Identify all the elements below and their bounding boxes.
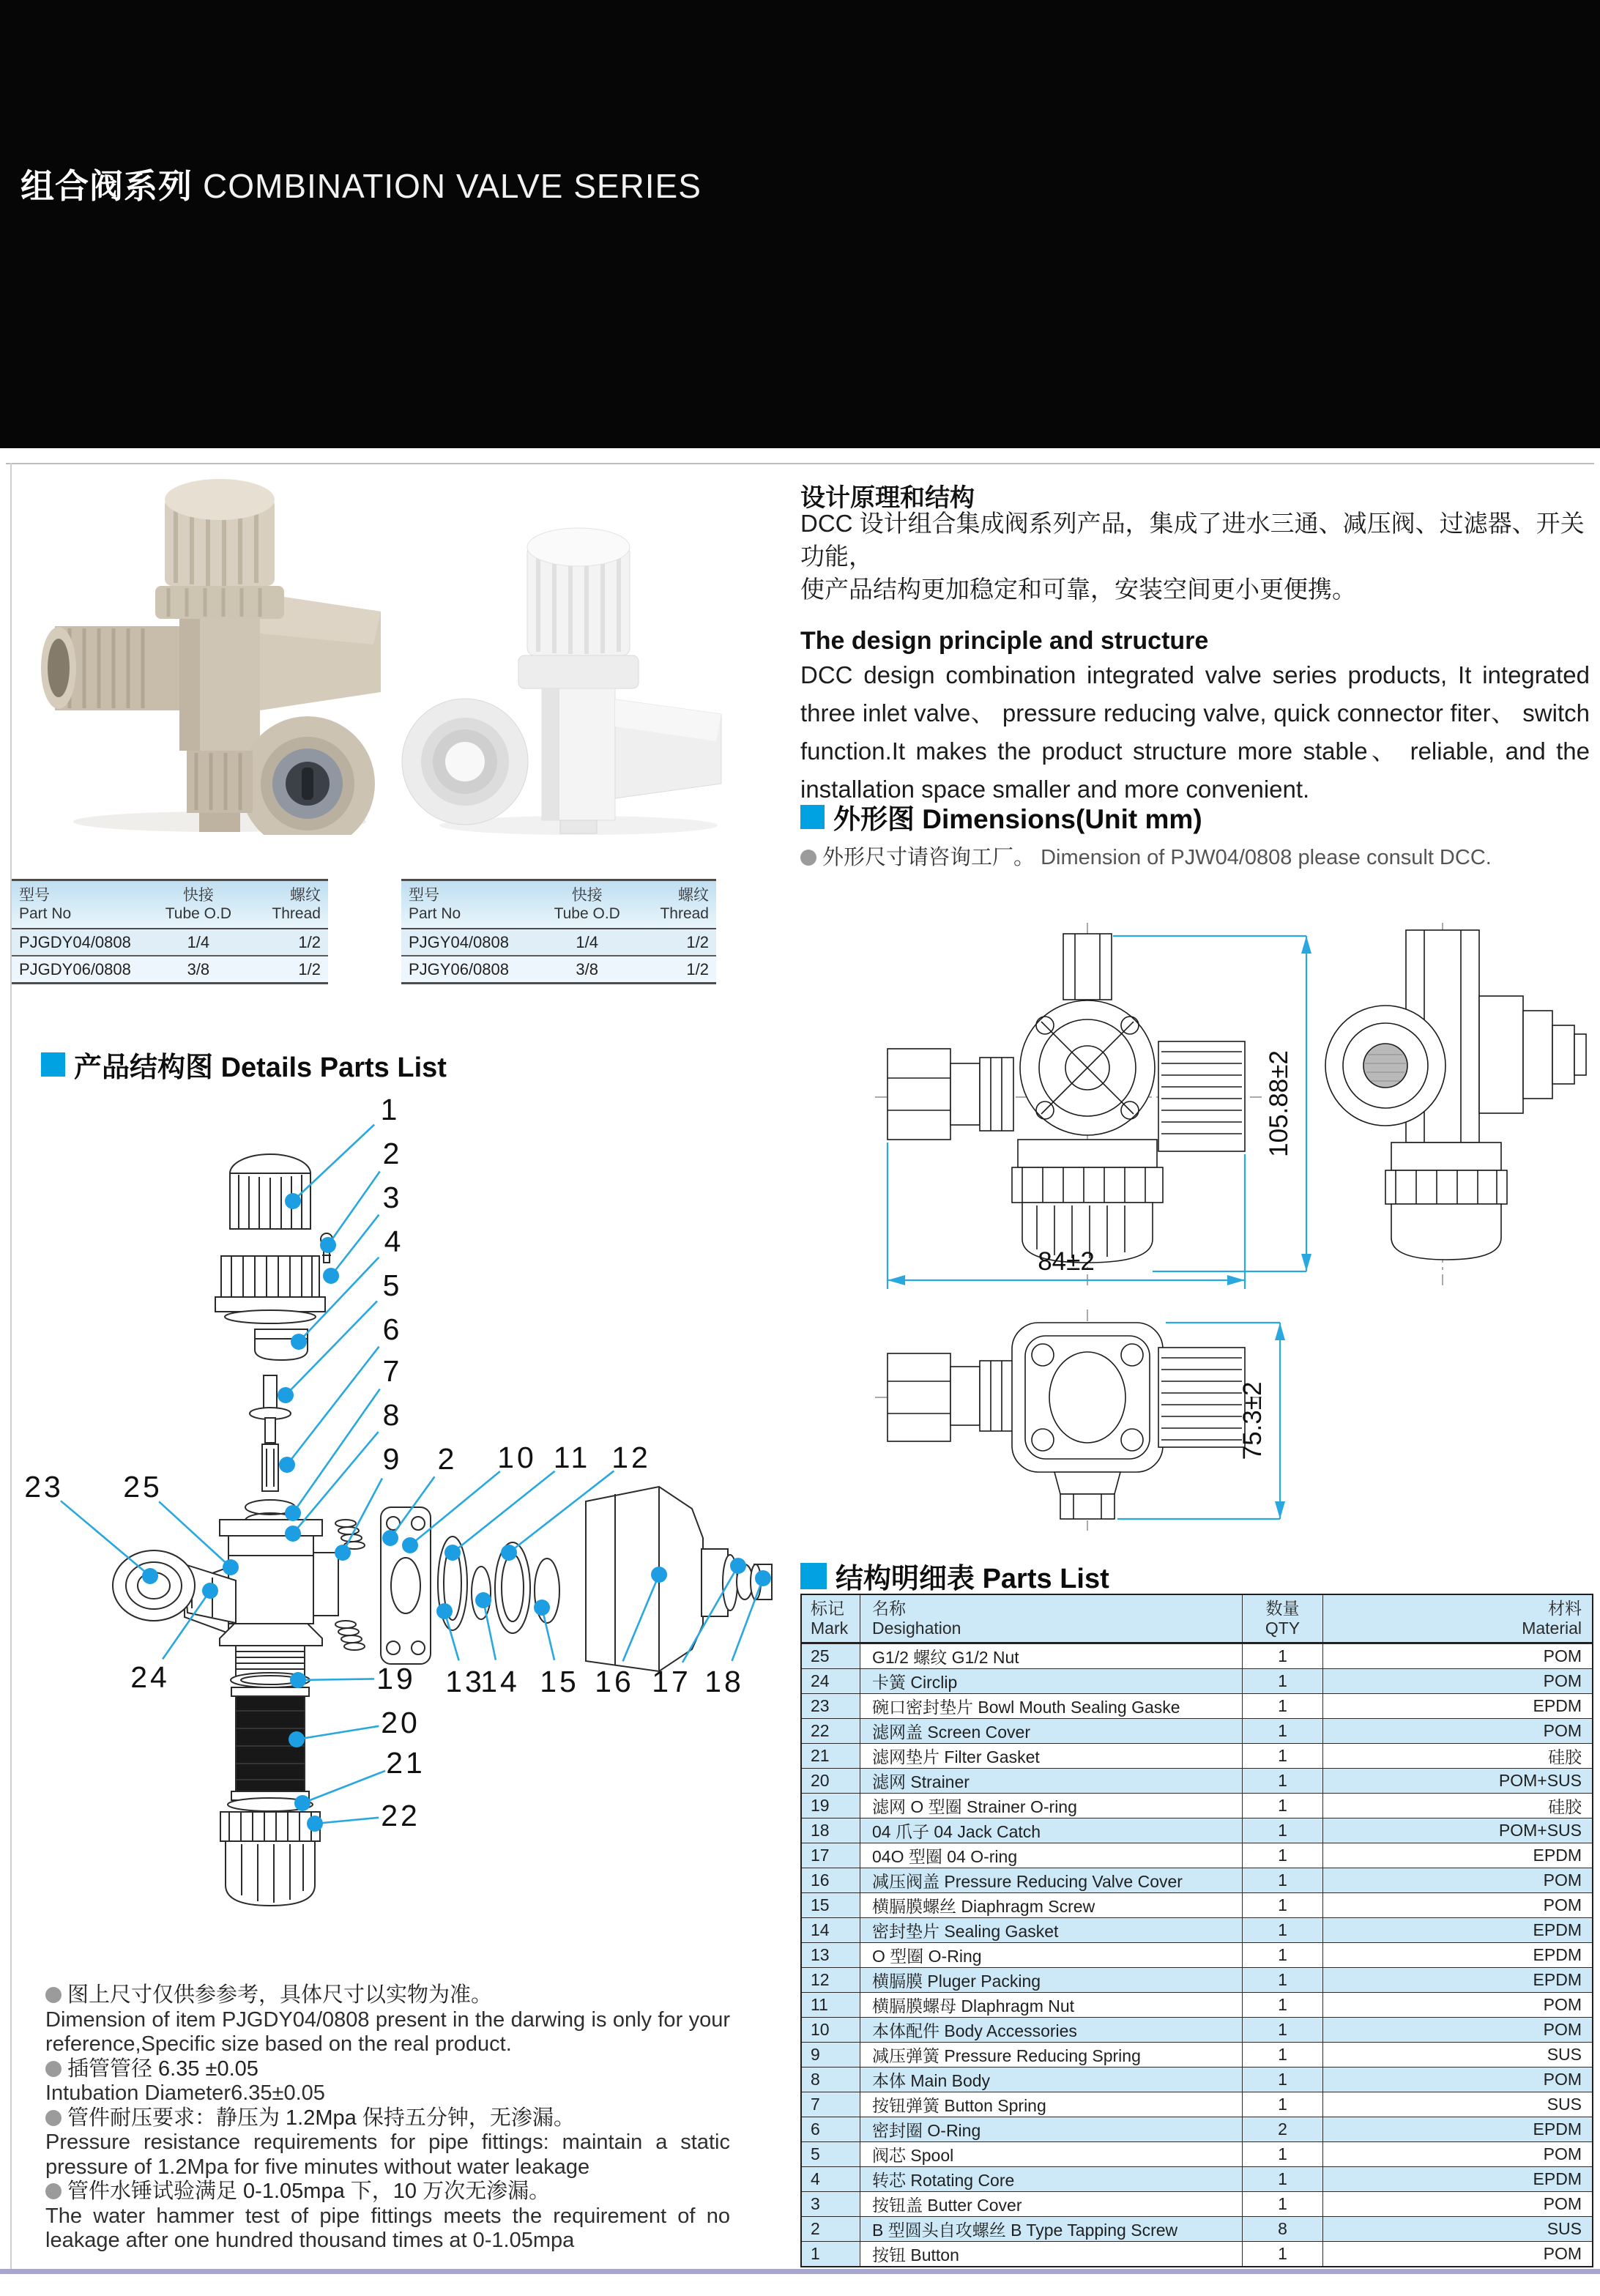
dimensions-heading-text: 外形图 Dimensions(Unit mm) — [833, 804, 1202, 834]
bullet-icon — [45, 2061, 62, 2077]
parts-cell-mat: POM — [1543, 1646, 1582, 1665]
parts-cell-mark: 7 — [802, 2092, 860, 2117]
parts-cell-name: 滤网垫片 Filter Gasket — [860, 1744, 1243, 1768]
parts-row — [802, 1843, 1592, 1868]
callout-number: 13 — [445, 1665, 485, 1698]
parts-cell-name: 按钮弹簧 Button Spring — [860, 2092, 1243, 2117]
callout-dot — [382, 1530, 398, 1546]
parts-cell-mark: 24 — [802, 1669, 860, 1693]
callout-layer — [24, 1093, 771, 1832]
parts-row — [802, 2241, 1592, 2266]
spec-table-header: 型号 Part No 快接 Tube O.D 螺纹 Thread — [12, 881, 328, 929]
dimensions-note: 外形尺寸请咨询工厂。 Dimension of PJW04/0808 please consult DCC. — [800, 841, 1492, 871]
page-title-zh: 组合阀系列 — [21, 167, 193, 205]
parts-cell-qty: 1 — [1243, 1644, 1323, 1668]
parts-cell-qty: 1 — [1243, 1769, 1323, 1793]
parts-cell-mark: 15 — [802, 1893, 860, 1917]
heading-square-icon — [800, 1563, 827, 1589]
parts-row — [802, 2042, 1592, 2067]
parts-cell-mark: 23 — [802, 1694, 860, 1718]
callout-number: 15 — [540, 1665, 579, 1698]
note-2-en: Intubation Diameter6.35±0.05 — [45, 2081, 325, 2105]
parts-cell-mat: EPDM — [1323, 2167, 1592, 2191]
parts-row — [802, 1992, 1592, 2017]
callout-number: 20 — [381, 1706, 420, 1739]
callout-dot — [730, 1558, 746, 1574]
parts-row — [802, 2191, 1592, 2216]
callout-leader-line — [61, 1501, 150, 1576]
callout-number: 14 — [480, 1665, 520, 1698]
parts-row — [802, 2216, 1592, 2241]
parts-cell-mat: SUS — [1547, 2045, 1582, 2064]
parts-row — [802, 1917, 1592, 1942]
parts-row — [802, 1967, 1592, 1992]
masthead — [0, 0, 1600, 448]
callout-number: 1 — [380, 1093, 401, 1126]
parts-row — [802, 1868, 1592, 1892]
callout-leader-line — [453, 1471, 555, 1553]
note-4-en: The water hammer test of pipe fittings meets the requirement of no leakage after one hundred thousand times at 0-1.05mpa — [45, 2204, 730, 2252]
parts-cell-mark: 18 — [802, 1818, 860, 1843]
spec-cell: 3/8 — [187, 959, 210, 978]
parts-cell-name: 碗口密封垫片 Bowl Mouth Sealing Gaske — [860, 1694, 1243, 1718]
parts-cell-qty: 8 — [1243, 2217, 1323, 2241]
callout-dot — [651, 1567, 667, 1583]
callout-leader-line — [302, 1771, 385, 1803]
design-body-en: DCC design combination integrated valve series products, It integrated three inlet valve、 pressure reducing valve, quick connector fiter、 switch function.It makes the product structure more stable、 reliable, and the installation space smaller and more convenient. — [800, 661, 1590, 803]
parts-cell-mark: 19 — [802, 1794, 860, 1818]
parts-cell-qty: 1 — [1243, 2142, 1323, 2166]
parts-cell-name: B 型圆头自攻螺丝 B Type Tapping Screw — [860, 2217, 1243, 2241]
parts-cell-mark: 1 — [802, 2242, 860, 2266]
callout-dot — [202, 1583, 218, 1599]
parts-cell-name: 滤网盖 Screen Cover — [860, 1719, 1243, 1743]
callout-dot — [285, 1505, 301, 1521]
callout-number: 4 — [384, 1225, 404, 1258]
parts-cell-mat: POM — [1543, 2244, 1582, 2263]
spec-row — [401, 955, 716, 982]
callout-leader-line — [483, 1600, 496, 1660]
parts-cell-qty: 1 — [1243, 2043, 1323, 2067]
parts-cell-mat: POM — [1323, 2067, 1592, 2092]
parts-cell-name: 横膈膜螺母 Dlaphragm Nut — [860, 1993, 1243, 2017]
callout-number: 19 — [376, 1662, 416, 1695]
parts-cell-qty: 2 — [1243, 2117, 1323, 2141]
callout-number: 11 — [553, 1441, 591, 1474]
parts-cell-qty: 1 — [1243, 2167, 1323, 2191]
callout-number: 18 — [704, 1665, 744, 1698]
parts-cell-mark: 6 — [802, 2117, 860, 2141]
parts-cell-qty: 1 — [1243, 2067, 1323, 2092]
spec-cell: 1/2 — [686, 932, 709, 951]
product-photo-beige — [41, 479, 381, 835]
callout-dot — [279, 1457, 295, 1473]
dimension-view-bottom — [875, 1309, 1263, 1531]
page-title — [21, 160, 702, 208]
callout-leader-line — [293, 1432, 379, 1534]
parts-cell-name: 滤网 O 型圈 Strainer O-ring — [860, 1794, 1243, 1818]
callout-dot — [444, 1545, 461, 1561]
parts-cell-mark: 17 — [802, 1843, 860, 1868]
parts-cell-name: 按钮盖 Butter Cover — [860, 2192, 1243, 2216]
parts-cell-mat: EPDM — [1533, 1846, 1582, 1865]
parts-cell-mat: POM — [1543, 2144, 1582, 2163]
parts-cell-name: 卡簧 Circlip — [860, 1669, 1243, 1693]
callout-dot — [223, 1559, 239, 1575]
parts-row — [802, 1793, 1592, 1818]
callout-number: 2 — [382, 1137, 403, 1170]
callout-number: 2 — [437, 1442, 458, 1476]
parts-cell-qty: 1 — [1243, 1893, 1323, 1917]
parts-cell-name: G1/2 螺纹 G1/2 Nut — [860, 1644, 1243, 1668]
parts-cell-mat: SUS — [1323, 2217, 1592, 2241]
parts-row — [802, 2067, 1592, 2092]
spec-cell: 1/2 — [686, 959, 709, 978]
parts-cell-mat: POM+SUS — [1323, 1769, 1592, 1793]
bullet-icon — [45, 1987, 62, 2003]
callout-dot — [335, 1545, 351, 1561]
callout-dot — [278, 1387, 294, 1403]
callout-dot — [307, 1816, 323, 1832]
parts-cell-mark: 14 — [802, 1918, 860, 1942]
parts-cell-mark: 9 — [802, 2043, 860, 2067]
spec-table-header: 型号 Part No 快接 Tube O.D 螺纹 Thread — [401, 881, 716, 929]
spec-row — [12, 955, 328, 982]
parts-cell-qty: 1 — [1243, 1843, 1323, 1868]
parts-cell-mat: 硅胶 — [1548, 1797, 1582, 1816]
parts-cell-name: 横膈膜螺丝 Diaphragm Screw — [860, 1893, 1243, 1917]
note-3-zh: 管件耐压要求：静压为 1.2Mpa 保持五分钟，无渗漏。 — [45, 2106, 730, 2131]
parts-row — [802, 1643, 1592, 1668]
parts-cell-name: 04O 型圈 04 O-ring — [860, 1843, 1243, 1868]
callout-number: 3 — [382, 1181, 403, 1214]
parts-cell-mark: 5 — [802, 2142, 860, 2166]
spec-row — [401, 929, 716, 955]
parts-cell-name: 减压阀盖 Pressure Reducing Valve Cover — [860, 1868, 1243, 1892]
product-photo-white — [402, 528, 721, 835]
parts-cell-qty: 1 — [1243, 2092, 1323, 2117]
parts-cell-name: 减压弹簧 Pressure Reducing Spring — [860, 2043, 1243, 2067]
callout-number: 16 — [595, 1665, 634, 1698]
callout-dot — [294, 1795, 310, 1811]
callout-number: 22 — [381, 1799, 420, 1832]
parts-cell-mark: 2 — [802, 2217, 860, 2241]
callout-number: 10 — [497, 1441, 537, 1474]
parts-row — [802, 1768, 1592, 1793]
design-body-zh-line1: DCC 设计组合集成阀系列产品，集成了进水三通、减压阀、过滤器、开关功能， — [800, 510, 1585, 570]
parts-cell-name: 本体 Main Body — [860, 2067, 1243, 2092]
parts-row — [802, 1718, 1592, 1743]
parts-cell-mat: SUS — [1547, 2095, 1582, 2114]
design-title-en: The design principle and structure — [800, 627, 1209, 655]
parts-cell-mark: 13 — [802, 1943, 860, 1967]
spec-cell: PJGY06/0808 — [409, 959, 509, 978]
design-body-zh — [800, 507, 1590, 606]
parts-cell-mat: EPDM — [1533, 1945, 1582, 1964]
spec-cell: PJGDY04/0808 — [19, 932, 131, 951]
parts-cell-mark: 11 — [802, 1993, 860, 2017]
callout-number: 6 — [382, 1312, 403, 1346]
callout-number: 24 — [130, 1660, 170, 1694]
parts-cell-mat: POM+SUS — [1323, 1818, 1592, 1843]
callout-number: 5 — [382, 1268, 403, 1302]
parts-cell-mat: POM — [1543, 2194, 1582, 2213]
spec-cell: 3/8 — [576, 959, 598, 978]
parts-cell-mat: POM — [1543, 1995, 1582, 2014]
parts-row — [802, 1668, 1592, 1693]
callout-dot — [501, 1545, 517, 1561]
callout-dot — [289, 1731, 305, 1747]
parts-row — [802, 1743, 1592, 1768]
parts-cell-name: 横膈膜 Pluger Packing — [860, 1968, 1243, 1992]
parts-cell-name: O 型圈 O-Ring — [860, 1943, 1243, 1967]
parts-list-table — [800, 1594, 1593, 2267]
callout-number: 23 — [24, 1470, 64, 1504]
parts-cell-mat: POM — [1323, 2018, 1592, 2042]
notes — [45, 1983, 730, 2254]
parts-cell-mat: EPDM — [1323, 1968, 1592, 1992]
parts-cell-qty: 1 — [1243, 1794, 1323, 1818]
parts-cell-mark: 12 — [802, 1968, 860, 1992]
parts-cell-qty: 1 — [1243, 1993, 1323, 2017]
callout-number: 7 — [382, 1354, 403, 1388]
product-photos — [29, 469, 776, 835]
parts-cell-mark: 21 — [802, 1744, 860, 1768]
exploded-parts — [113, 1154, 772, 1906]
parts-cell-mat: EPDM — [1323, 2117, 1592, 2141]
parts-cell-mark: 16 — [802, 1868, 860, 1892]
callout-number: 9 — [382, 1442, 403, 1476]
parts-cell-mark: 4 — [802, 2167, 860, 2191]
parts-cell-mark: 8 — [802, 2067, 860, 2092]
dimension-view-front — [875, 923, 1263, 1285]
parts-cell-mat: 硅胶 — [1548, 1747, 1582, 1766]
parts-row — [802, 1892, 1592, 1917]
callout-leader-line — [331, 1215, 379, 1276]
parts-row — [802, 2166, 1592, 2191]
callout-dot — [285, 1526, 301, 1542]
parts-cell-mat: POM — [1543, 1895, 1582, 1914]
callout-dot — [142, 1568, 158, 1584]
dim-depth-label: 75.3±2 — [1238, 1381, 1267, 1460]
spec-cell: 1/4 — [576, 932, 598, 951]
spec-table-1 — [12, 879, 328, 984]
parts-row — [802, 1693, 1592, 1718]
spec-row — [12, 929, 328, 955]
parts-cell-name: 按钮 Button — [860, 2242, 1243, 2266]
parts-row — [802, 2141, 1592, 2166]
parts-row — [802, 2117, 1592, 2141]
callout-number: 25 — [123, 1470, 163, 1504]
details-heading-text: 产品结构图 Details Parts List — [74, 1052, 447, 1083]
parts-cell-name: 转芯 Rotating Core — [860, 2167, 1243, 2191]
dimension-view-side — [1325, 923, 1586, 1285]
parts-cell-name: 滤网 Strainer — [860, 1769, 1243, 1793]
parts-row — [802, 1818, 1592, 1843]
dim-height-label: 105.88±2 — [1265, 1050, 1293, 1157]
note-4-zh: 管件水锤试验满足 0-1.05mpa 下，10 万次无渗漏。 — [45, 2180, 730, 2204]
parts-cell-mark: 10 — [802, 2018, 860, 2042]
note-1-zh: 图上尺寸仅供参参考，具体尺寸以实物为准。 — [45, 1983, 730, 2008]
callout-number: 12 — [611, 1441, 651, 1474]
page-title-en: COMBINATION VALVE SERIES — [203, 167, 702, 205]
callout-dot — [402, 1537, 418, 1553]
callout-number: 8 — [382, 1398, 403, 1432]
parts-table-header: 标记 Mark 名称 Desighation 数量 QTY 材料 Material — [802, 1595, 1592, 1643]
parts-cell-name: 阀芯 Spool — [860, 2142, 1243, 2166]
callout-number: 21 — [386, 1746, 425, 1780]
bullet-icon — [800, 850, 816, 866]
top-divider — [6, 463, 1594, 464]
callout-dot — [475, 1592, 491, 1608]
callout-leader-line — [343, 1478, 382, 1553]
exploded-diagram — [0, 1069, 776, 1955]
parts-cell-qty: 1 — [1243, 1918, 1323, 1942]
callout-leader-line — [297, 1726, 379, 1739]
parts-cell-qty: 1 — [1243, 1943, 1323, 1967]
parts-cell-qty: 1 — [1243, 2018, 1323, 2042]
spec-cell: PJGY04/0808 — [409, 932, 509, 951]
footer-rule — [0, 2269, 1600, 2274]
parts-cell-mat: EPDM — [1533, 1696, 1582, 1715]
spec-cell: 1/2 — [298, 959, 321, 978]
callout-leader-line — [298, 1679, 374, 1680]
parts-list-heading — [800, 1556, 1109, 1596]
callout-dot — [534, 1600, 550, 1616]
parts-cell-mat: POM — [1323, 1868, 1592, 1892]
callout-dot — [291, 1334, 307, 1350]
parts-cell-mark: 3 — [802, 2192, 860, 2216]
spec-cell: 1/4 — [187, 932, 210, 951]
note-1-en: Dimension of item PJGDY04/0808 present in the darwing is only for your reference,Specific size based on the real product. — [45, 2007, 730, 2056]
design-body-zh-line2: 使产品结构更加稳定和可靠，安装空间更小更便携。 — [800, 576, 1356, 603]
spec-cell: 1/2 — [298, 932, 321, 951]
parts-row — [802, 2092, 1592, 2117]
parts-cell-name: 本体配件 Body Accessories — [860, 2018, 1243, 2042]
parts-cell-mark: 20 — [802, 1769, 860, 1793]
spec-table-2 — [401, 879, 716, 984]
callout-number: 17 — [652, 1665, 691, 1698]
dimension-drawings — [805, 908, 1600, 1538]
parts-cell-qty: 1 — [1243, 2242, 1323, 2266]
dimensions-heading — [800, 797, 1202, 836]
callout-leader-line — [315, 1818, 379, 1824]
callout-dot — [755, 1570, 771, 1586]
parts-cell-qty: 1 — [1243, 1719, 1323, 1743]
parts-table-body — [802, 1643, 1592, 2266]
parts-cell-qty: 1 — [1243, 2192, 1323, 2216]
parts-list-heading-text: 结构明细表 Parts List — [836, 1564, 1109, 1594]
parts-cell-qty: 1 — [1243, 1968, 1323, 1992]
parts-cell-qty: 1 — [1243, 1868, 1323, 1892]
parts-cell-mark: 25 — [802, 1644, 860, 1668]
spec-cell: PJGDY06/0808 — [19, 959, 131, 978]
bullet-icon — [45, 2183, 62, 2199]
callout-dot — [320, 1237, 336, 1253]
callout-leader-line — [328, 1172, 380, 1245]
note-3-en: Pressure resistance requirements for pipe fittings: maintain a static pressure of 1.2Mpa for five minutes without water leakage — [45, 2130, 730, 2179]
parts-row — [802, 2017, 1592, 2042]
callout-dot — [436, 1603, 453, 1619]
parts-cell-mat: POM — [1323, 1669, 1592, 1693]
parts-cell-mat: EPDM — [1323, 1918, 1592, 1942]
callout-dot — [323, 1268, 339, 1284]
dim-width-label: 84±2 — [1038, 1247, 1095, 1276]
parts-cell-name: 密封圈 O-Ring — [860, 2117, 1243, 2141]
note-2-zh: 插管管径 6.35 ±0.05 — [45, 2057, 730, 2082]
parts-cell-mat: POM — [1323, 1719, 1592, 1743]
callout-leader-line — [293, 1389, 380, 1513]
design-title-zh: 设计原理和结构 — [800, 484, 975, 512]
parts-cell-qty: 1 — [1243, 1818, 1323, 1843]
callout-dot — [285, 1193, 301, 1209]
parts-cell-name: 04 爪子 04 Jack Catch — [860, 1818, 1243, 1843]
parts-cell-qty: 1 — [1243, 1744, 1323, 1768]
bullet-icon — [45, 2110, 62, 2126]
parts-cell-qty: 1 — [1243, 1669, 1323, 1693]
parts-cell-mark: 22 — [802, 1719, 860, 1743]
parts-cell-qty: 1 — [1243, 1694, 1323, 1718]
parts-row — [802, 1942, 1592, 1967]
parts-cell-name: 密封垫片 Sealing Gasket — [860, 1918, 1243, 1942]
callout-dot — [290, 1672, 306, 1688]
heading-square-icon — [800, 805, 825, 829]
